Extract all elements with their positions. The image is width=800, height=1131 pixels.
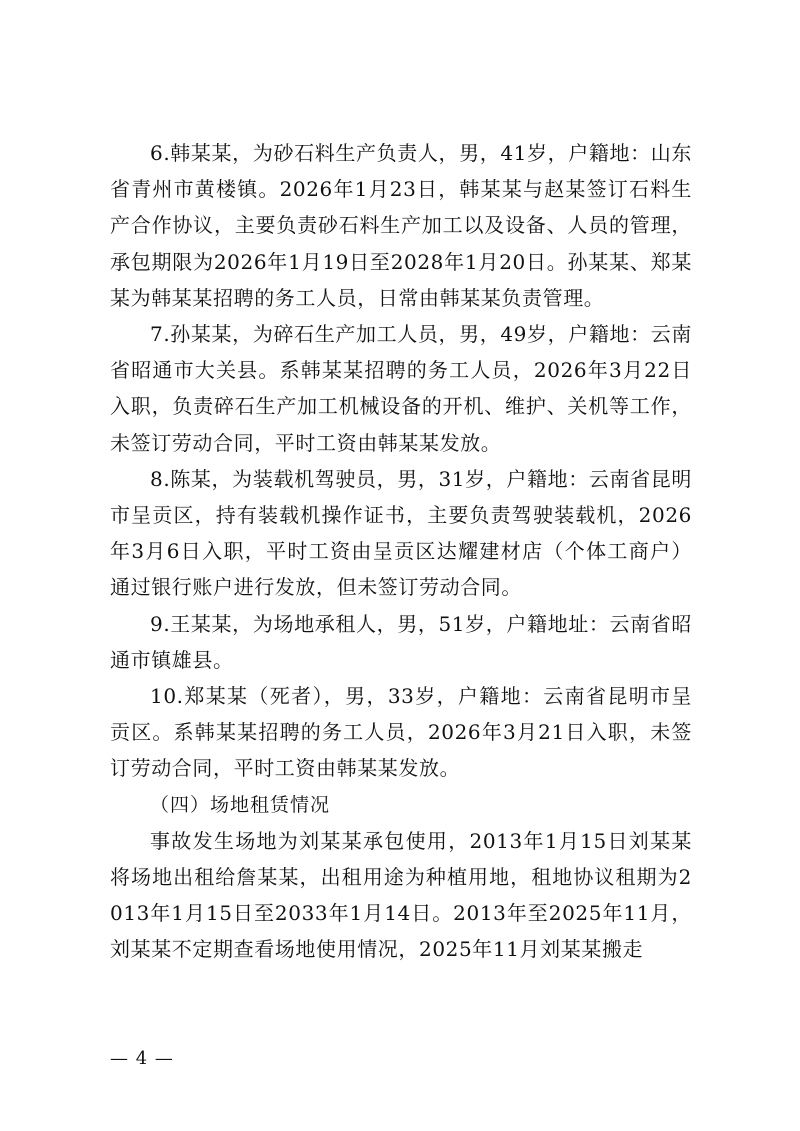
paragraph-person-8: 8.陈某，为装载机驾驶员，男，31岁，户籍地：云南省昆明市呈贡区，持有装载机操作证书，主要负责驾驶装载机，2026年3月6日入职，平时工资由呈贡区达耀建材店（个体工商户）通过银行账户进行发放，但未签订劳动合同。 [110,466,692,600]
paragraph-person-10: 10.郑某某（死者），男，33岁，户籍地：云南省昆明市呈贡区。系韩某某招聘的务工人员，2026年3月21日入职，未签订劳动合同，平时工资由韩某某发放。 [110,684,692,781]
section-heading: （四）场地租赁情况 [150,793,331,816]
paragraph-person-7: 7.孙某某，为碎石生产加工人员，男，49岁，户籍地：云南省昭通市大关县。系韩某某招聘的务工人员，2026年3月22日入职，负责碎石生产加工机械设备的开机、维护、关机等工作，未签订劳动合同，平时工资由韩某某发放。 [110,322,692,455]
paragraph-person-9: 9.王某某，为场地承租人，男，51岁，户籍地址：云南省昭通市镇雄县。 [110,611,692,672]
page-number: — 4 — [110,1048,174,1069]
paragraph-person-6: 6.韩某某，为砂石料生产负责人，男，41岁，户籍地：山东省青州市黄楼镇。2026年1月23日，韩某某与赵某签订石料生产合作协议，主要负责砂石料生产加工以及设备、人员的管理，承包期限为2026年1月19日至2028年1月20日。孙某某、郑某某为韩某某招聘的务工人员，日常由韩某某负责管理。 [110,141,692,310]
paragraph-site-lease: 事故发生场地为刘某某承包使用，2013年1月15日刘某某将场地出租给詹某某，出租用途为种植用地，租地协议租期为2013年1月15日至2033年1月14日。2013年至2025年11月，刘某某不定期查看场地使用情况，2025年11月刘某某搬走 [110,828,692,962]
document-body [110,135,692,968]
